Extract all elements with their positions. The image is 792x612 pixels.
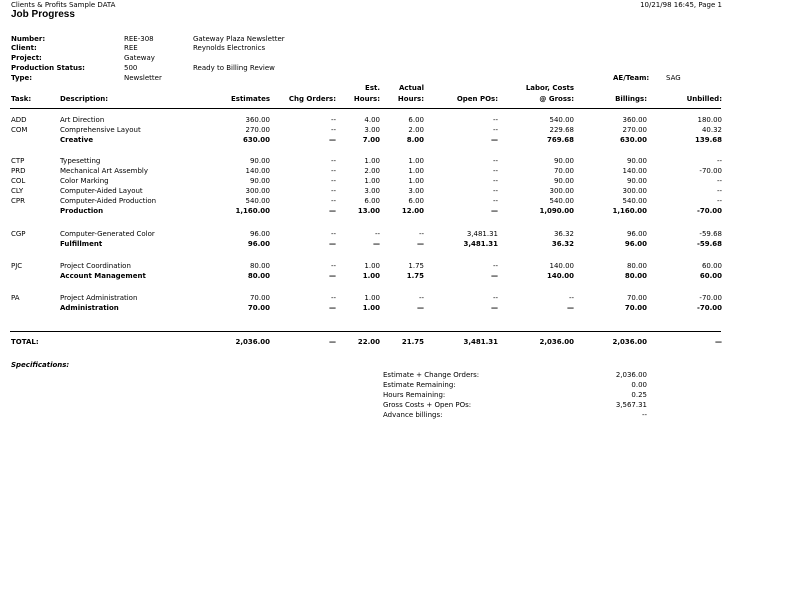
cell-billings: 1,160.00 (612, 207, 647, 215)
cell-estimates: 90.00 (249, 157, 270, 165)
cell-actual-hours: 6.00 (408, 116, 424, 124)
cell-actual-hours: -- (418, 294, 424, 302)
cell-description: Comprehensive Layout (60, 126, 141, 134)
cell-chg-orders: -- (330, 262, 336, 270)
type-label: Type: (11, 74, 33, 82)
cell-description: Color Marking (60, 177, 109, 185)
cell-description: Mechanical Art Assembly (60, 167, 148, 175)
cell-est-hours: 1.00 (362, 272, 380, 280)
cell-billings: 80.00 (626, 262, 647, 270)
cell-estimates: 630.00 (242, 136, 270, 144)
col-estimates: Estimates (231, 95, 270, 103)
cell-est-hours: — (373, 240, 380, 248)
spec-label: Advance billings: (383, 411, 443, 419)
cell-open-pos: 3,481.31 (463, 240, 498, 248)
col-labor-1: Labor, Costs (525, 84, 574, 92)
cell-labor: 540.00 (549, 116, 574, 124)
cell-billings: 70.00 (624, 304, 647, 312)
company-name: Clients & Profits Sample DATA (11, 1, 116, 9)
cell-unbilled: -- (716, 197, 722, 205)
cell-description: Project Administration (60, 294, 138, 302)
cell-actual-hours: 6.00 (408, 197, 424, 205)
spec-label: Estimate + Change Orders: (383, 371, 480, 379)
cell-task: ADD (11, 116, 27, 124)
cell-estimates: 270.00 (245, 126, 270, 134)
spec-label: Gross Costs + Open POs: (383, 401, 472, 409)
cell-est-hours: 1.00 (364, 262, 380, 270)
cell-unbilled: 60.00 (699, 272, 722, 280)
cell-est-hours: 4.00 (364, 116, 380, 124)
ae-label: AE/Team: (613, 74, 650, 82)
project-label: Project: (11, 54, 42, 62)
cell-description: Administration (60, 304, 119, 312)
cell-open-pos: -- (492, 262, 498, 270)
cell-billings: 360.00 (622, 116, 647, 124)
cell-est-hours: 13.00 (357, 207, 380, 215)
total-estimates: 2,036.00 (235, 338, 270, 346)
cell-billings: 96.00 (626, 230, 647, 238)
cell-billings: 90.00 (626, 157, 647, 165)
cell-description: Project Coordination (60, 262, 131, 270)
cell-billings: 630.00 (619, 136, 647, 144)
header-rule (10, 108, 721, 109)
cell-unbilled: 139.68 (694, 136, 722, 144)
status-code: 500 (124, 64, 138, 72)
total-actual-hours: 21.75 (401, 338, 424, 346)
cell-billings: 140.00 (622, 167, 647, 175)
col-chg-orders: Chg Orders: (288, 95, 336, 103)
cell-actual-hours: 1.75 (408, 262, 424, 270)
cell-unbilled: -- (716, 177, 722, 185)
cell-chg-orders: -- (330, 116, 336, 124)
col-est-hours-2: Hours: (353, 95, 380, 103)
cell-description: Production (60, 207, 104, 215)
type-value: Newsletter (124, 74, 162, 82)
cell-chg-orders: -- (330, 157, 336, 165)
cell-estimates: 140.00 (245, 167, 270, 175)
cell-labor: 540.00 (549, 197, 574, 205)
cell-est-hours: 7.00 (362, 136, 380, 144)
cell-estimates: 90.00 (249, 177, 270, 185)
cell-task: COM (11, 126, 28, 134)
cell-chg-orders: — (329, 207, 336, 215)
cell-task: PA (11, 294, 20, 302)
cell-actual-hours: 8.00 (406, 136, 424, 144)
cell-unbilled: -70.00 (699, 167, 722, 175)
cell-unbilled: -59.68 (699, 230, 722, 238)
cell-open-pos: 3,481.31 (466, 230, 498, 238)
total-est-hours: 22.00 (357, 338, 380, 346)
cell-actual-hours: 3.00 (408, 187, 424, 195)
cell-open-pos: -- (492, 177, 498, 185)
cell-open-pos: -- (492, 197, 498, 205)
cell-open-pos: -- (492, 126, 498, 134)
cell-billings: 70.00 (626, 294, 647, 302)
cell-est-hours: 1.00 (364, 294, 380, 302)
cell-unbilled: -70.00 (696, 207, 722, 215)
cell-unbilled: 180.00 (697, 116, 722, 124)
cell-labor: 140.00 (549, 262, 574, 270)
cell-chg-orders: -- (330, 197, 336, 205)
status-desc: Ready to Billing Review (193, 64, 275, 72)
col-actual-hours-1: Actual (398, 84, 424, 92)
cell-chg-orders: — (329, 136, 336, 144)
cell-task: CPR (11, 197, 25, 205)
cell-actual-hours: 1.00 (408, 177, 424, 185)
col-actual-hours-2: Hours: (397, 95, 424, 103)
cell-actual-hours: -- (418, 230, 424, 238)
cell-estimates: 96.00 (249, 230, 270, 238)
total-billings: 2,036.00 (612, 338, 647, 346)
cell-description: Computer-Aided Layout (60, 187, 143, 195)
status-label: Production Status: (11, 64, 85, 72)
cell-open-pos: -- (492, 157, 498, 165)
total-label: TOTAL: (11, 338, 39, 346)
cell-labor: 36.32 (553, 230, 574, 238)
col-task: Task: (11, 95, 32, 103)
cell-task: CLY (11, 187, 24, 195)
cell-description: Typesetting (60, 157, 101, 165)
spec-value: 3,567.31 (615, 401, 647, 409)
cell-actual-hours: — (417, 240, 424, 248)
cell-labor: — (567, 304, 574, 312)
cell-chg-orders: -- (330, 230, 336, 238)
cell-chg-orders: -- (330, 177, 336, 185)
cell-est-hours: 6.00 (364, 197, 380, 205)
cell-est-hours: 3.00 (364, 187, 380, 195)
cell-labor: 90.00 (553, 177, 574, 185)
cell-open-pos: — (491, 136, 498, 144)
cell-open-pos: -- (492, 116, 498, 124)
cell-actual-hours: 2.00 (408, 126, 424, 134)
spec-label: Hours Remaining: (383, 391, 446, 399)
spec-value: -- (641, 411, 647, 419)
cell-estimates: 360.00 (245, 116, 270, 124)
total-chg-orders: — (329, 338, 336, 346)
cell-actual-hours: — (417, 304, 424, 312)
cell-task: COL (11, 177, 26, 185)
cell-chg-orders: -- (330, 187, 336, 195)
cell-chg-orders: — (329, 304, 336, 312)
cell-estimates: 1,160.00 (235, 207, 270, 215)
cell-labor: 300.00 (549, 187, 574, 195)
cell-unbilled: 40.32 (701, 126, 722, 134)
cell-unbilled: -- (716, 157, 722, 165)
cell-unbilled: 60.00 (701, 262, 722, 270)
cell-labor: 1,090.00 (539, 207, 574, 215)
spec-value: 0.25 (631, 391, 647, 399)
cell-billings: 300.00 (622, 187, 647, 195)
cell-estimates: 80.00 (247, 272, 270, 280)
cell-open-pos: — (491, 207, 498, 215)
cell-chg-orders: -- (330, 167, 336, 175)
spec-value: 2,036.00 (615, 371, 647, 379)
col-open-pos: Open POs: (456, 95, 498, 103)
client-label: Client: (11, 44, 37, 52)
col-unbilled: Unbilled: (686, 95, 722, 103)
cell-est-hours: 1.00 (362, 304, 380, 312)
client-code: REE (124, 44, 138, 52)
cell-open-pos: — (491, 304, 498, 312)
total-rule (10, 331, 721, 332)
cell-open-pos: — (491, 272, 498, 280)
cell-estimates: 96.00 (247, 240, 270, 248)
ae-value: SAG (666, 74, 681, 82)
cell-estimates: 80.00 (249, 262, 270, 270)
cell-open-pos: -- (492, 167, 498, 175)
col-billings: Billings: (615, 95, 647, 103)
cell-billings: 270.00 (622, 126, 647, 134)
cell-task: PJC (11, 262, 23, 270)
cell-est-hours: 2.00 (364, 167, 380, 175)
cell-description: Fulfillment (60, 240, 103, 248)
total-open-pos: 3,481.31 (463, 338, 498, 346)
cell-unbilled: -70.00 (699, 294, 722, 302)
spec-value: 0.00 (631, 381, 647, 389)
date-page: 10/21/98 16:45, Page 1 (640, 1, 722, 9)
cell-unbilled: -70.00 (696, 304, 722, 312)
cell-billings: 540.00 (622, 197, 647, 205)
number-label: Number: (11, 35, 46, 43)
cell-labor: 229.68 (549, 126, 574, 134)
col-description: Description: (60, 95, 109, 103)
cell-actual-hours: 1.00 (408, 167, 424, 175)
cell-billings: 90.00 (626, 177, 647, 185)
cell-est-hours: 3.00 (364, 126, 380, 134)
cell-chg-orders: -- (330, 126, 336, 134)
cell-est-hours: 1.00 (364, 177, 380, 185)
cell-unbilled: -- (716, 187, 722, 195)
cell-estimates: 540.00 (245, 197, 270, 205)
cell-est-hours: 1.00 (364, 157, 380, 165)
col-est-hours-1: Est. (365, 84, 380, 92)
cell-description: Computer-Generated Color (60, 230, 155, 238)
cell-labor: 140.00 (546, 272, 574, 280)
cell-estimates: 70.00 (249, 294, 270, 302)
cell-est-hours: -- (374, 230, 380, 238)
cell-labor: 769.68 (546, 136, 574, 144)
job-name: Gateway Plaza Newsletter (193, 35, 285, 43)
cell-open-pos: -- (492, 187, 498, 195)
cell-description: Creative (60, 136, 94, 144)
cell-billings: 80.00 (624, 272, 647, 280)
cell-task: CGP (11, 230, 26, 238)
col-labor-2: @ Gross: (539, 95, 574, 103)
cell-description: Computer-Aided Production (60, 197, 157, 205)
cell-estimates: 300.00 (245, 187, 270, 195)
spec-label: Estimate Remaining: (383, 381, 456, 389)
job-number: REE-308 (124, 35, 154, 43)
cell-task: CTP (11, 157, 25, 165)
cell-chg-orders: -- (330, 294, 336, 302)
cell-description: Art Direction (60, 116, 105, 124)
client-name: Reynolds Electronics (193, 44, 266, 52)
total-unbilled: — (715, 338, 722, 346)
cell-open-pos: -- (492, 294, 498, 302)
cell-actual-hours: 12.00 (401, 207, 424, 215)
cell-billings: 96.00 (624, 240, 647, 248)
specifications-label: Specifications: (11, 361, 70, 369)
cell-chg-orders: — (329, 240, 336, 248)
cell-labor: 90.00 (553, 157, 574, 165)
cell-labor: 70.00 (553, 167, 574, 175)
cell-labor: 36.32 (551, 240, 574, 248)
cell-chg-orders: — (329, 272, 336, 280)
project-value: Gateway (124, 54, 155, 62)
cell-actual-hours: 1.00 (408, 157, 424, 165)
cell-unbilled: -59.68 (696, 240, 722, 248)
cell-actual-hours: 1.75 (406, 272, 424, 280)
total-labor: 2,036.00 (539, 338, 574, 346)
cell-description: Account Management (60, 272, 146, 280)
report-title: Job Progress (11, 9, 75, 20)
cell-labor: -- (568, 294, 574, 302)
cell-estimates: 70.00 (247, 304, 270, 312)
cell-task: PRD (11, 167, 26, 175)
